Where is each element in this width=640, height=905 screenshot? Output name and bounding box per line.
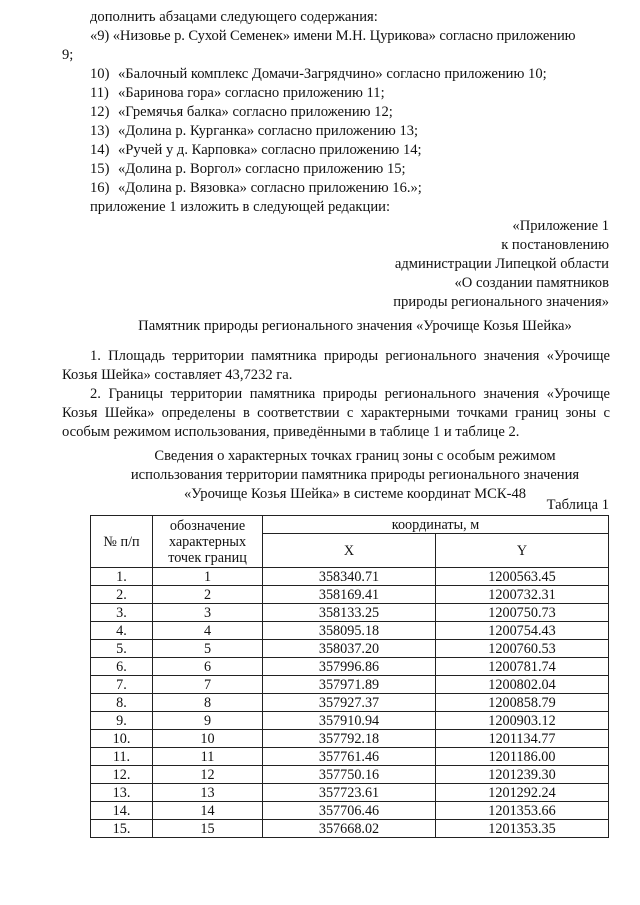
table-row [91, 586, 609, 604]
table-row [91, 640, 609, 658]
cell-x: 358340.71 [263, 568, 436, 586]
list-item [0, 65, 640, 84]
cell-number: 3. [91, 604, 153, 622]
list-item-text: «Долина р. Курганка» согласно приложению 13; [118, 123, 419, 139]
amendment-list [0, 65, 640, 198]
table-row [91, 766, 609, 784]
cell-x: 357723.61 [263, 784, 436, 802]
list-item-text: «Гремячья балка» согласно приложению 12; [118, 104, 393, 120]
table-caption-line: «Урочище Козья Шейка» в системе координат МСК-48 [183, 486, 527, 502]
appendix-header-line: к постановлению [501, 237, 609, 253]
list-item-text: «Долина р. Воргол» согласно приложению 15; [118, 161, 406, 177]
cell-y: 1200750.73 [436, 604, 609, 622]
list-item-number: 15) [90, 161, 110, 177]
cell-number: 14. [91, 802, 153, 820]
cell-number: 10. [91, 730, 153, 748]
cell-y: 1200781.74 [436, 658, 609, 676]
cell-point: 12 [153, 766, 263, 784]
list-item [0, 103, 640, 122]
cell-y: 1201292.24 [436, 784, 609, 802]
appendix-header [393, 217, 609, 312]
cell-y: 1201134.77 [436, 730, 609, 748]
cell-x: 357927.37 [263, 694, 436, 712]
cell-x: 357750.16 [263, 766, 436, 784]
list-item-text: «Ручей у д. Карповка» согласно приложению 14; [118, 142, 422, 158]
column-header-y: Y [436, 534, 609, 568]
cell-x: 358169.41 [263, 586, 436, 604]
cell-point: 9 [153, 712, 263, 730]
table-row [91, 604, 609, 622]
table-row [91, 568, 609, 586]
cell-number: 1. [91, 568, 153, 586]
cell-x: 357792.18 [263, 730, 436, 748]
list-item-number: 14) [90, 142, 110, 158]
table-row [91, 712, 609, 730]
list-item-9: «9) «Низовье р. Сухой Семенек» имени М.Н. Цурикова» согласно приложению [90, 28, 576, 44]
cell-x: 357996.86 [263, 658, 436, 676]
cell-y: 1200563.45 [436, 568, 609, 586]
cell-number: 7. [91, 676, 153, 694]
cell-number: 13. [91, 784, 153, 802]
table-row [91, 784, 609, 802]
cell-point: 4 [153, 622, 263, 640]
cell-point: 10 [153, 730, 263, 748]
cell-point: 6 [153, 658, 263, 676]
cell-point: 2 [153, 586, 263, 604]
column-header-x: X [263, 534, 436, 568]
cell-y: 1200732.31 [436, 586, 609, 604]
cell-x: 357910.94 [263, 712, 436, 730]
cell-number: 6. [91, 658, 153, 676]
cell-y: 1201353.35 [436, 820, 609, 838]
table-caption-line: использования территории памятника природы регионального значения [130, 467, 580, 483]
list-item [0, 160, 640, 179]
list-item-text: «Баринова гора» согласно приложению 11; [118, 85, 385, 101]
table-body [91, 568, 609, 838]
list-item [0, 179, 640, 198]
cell-y: 1200760.53 [436, 640, 609, 658]
cell-point: 7 [153, 676, 263, 694]
appendix-header-line: администрации Липецкой области [394, 256, 609, 272]
cell-number: 5. [91, 640, 153, 658]
table-caption [0, 447, 640, 504]
cell-y: 1200802.04 [436, 676, 609, 694]
appendix-header-line: природы регионального значения» [393, 294, 609, 310]
cell-point: 8 [153, 694, 263, 712]
list-item-number: 13) [90, 123, 110, 139]
list-item-text: «Долина р. Вязовка» согласно приложению 16.»; [118, 180, 422, 196]
cell-x: 358095.18 [263, 622, 436, 640]
list-item-number: 11) [90, 85, 109, 101]
cell-y: 1201239.30 [436, 766, 609, 784]
body-paragraphs [62, 347, 610, 442]
table-row [91, 730, 609, 748]
list-item-9-continuation: 9; [62, 47, 74, 63]
cell-point: 1 [153, 568, 263, 586]
list-item [0, 141, 640, 160]
cell-y: 1200858.79 [436, 694, 609, 712]
list-item [0, 122, 640, 141]
cell-number: 15. [91, 820, 153, 838]
list-item [0, 84, 640, 103]
table-row [91, 802, 609, 820]
table-row [91, 820, 609, 838]
list-item-number: 16) [90, 180, 110, 196]
cell-point: 15 [153, 820, 263, 838]
cell-x: 358037.20 [263, 640, 436, 658]
column-header-number: № п/п [91, 516, 153, 568]
appendix-header-line: «Приложение 1 [512, 218, 609, 234]
amendment-block [0, 8, 640, 217]
paragraph-boundaries: 2. Границы территории памятника природы регионального значения «Урочище Козья Шейка» определены в соответствии с характерными точками границ зоны с особым режимом использования, приведёнными в таблице 1 и таблице 2. [62, 386, 610, 440]
cell-point: 13 [153, 784, 263, 802]
cell-point: 3 [153, 604, 263, 622]
list-item-number: 12) [90, 104, 110, 120]
table-row [91, 676, 609, 694]
column-header-coordinates: координаты, м [263, 516, 609, 534]
cell-number: 4. [91, 622, 153, 640]
cell-x: 357706.46 [263, 802, 436, 820]
table-row [91, 622, 609, 640]
table-caption-line: Сведения о характерных точках границ зоны с особым режимом [154, 448, 556, 464]
cell-y: 1201353.66 [436, 802, 609, 820]
cell-number: 2. [91, 586, 153, 604]
appendix-header-line: «О создании памятников [454, 275, 609, 291]
cell-point: 11 [153, 748, 263, 766]
cell-x: 357668.02 [263, 820, 436, 838]
column-header-designation: обозначение характерных точек границ [153, 516, 263, 568]
cell-y: 1200903.12 [436, 712, 609, 730]
cell-x: 357761.46 [263, 748, 436, 766]
list-item-text: «Балочный комплекс Домачи-Загрядчино» согласно приложению 10; [118, 66, 547, 82]
cell-number: 9. [91, 712, 153, 730]
cell-x: 358133.25 [263, 604, 436, 622]
cell-y: 1200754.43 [436, 622, 609, 640]
cell-y: 1201186.00 [436, 748, 609, 766]
cell-number: 12. [91, 766, 153, 784]
table-row [91, 694, 609, 712]
table-row [91, 748, 609, 766]
intro-line: дополнить абзацами следующего содержания: [90, 9, 378, 25]
outro-line: приложение 1 изложить в следующей редакции: [90, 199, 390, 215]
cell-x: 357971.89 [263, 676, 436, 694]
coordinates-table [90, 515, 609, 838]
table-row [91, 658, 609, 676]
cell-point: 5 [153, 640, 263, 658]
cell-number: 8. [91, 694, 153, 712]
paragraph-area: 1. Площадь территории памятника природы регионального значения «Урочище Козья Шейка» составляет 43,7232 га. [62, 348, 610, 383]
monument-title: Памятник природы регионального значения «Урочище Козья Шейка» [138, 318, 572, 334]
cell-number: 11. [91, 748, 153, 766]
cell-point: 14 [153, 802, 263, 820]
list-item-number: 10) [90, 66, 110, 82]
table-label: Таблица 1 [546, 497, 609, 513]
